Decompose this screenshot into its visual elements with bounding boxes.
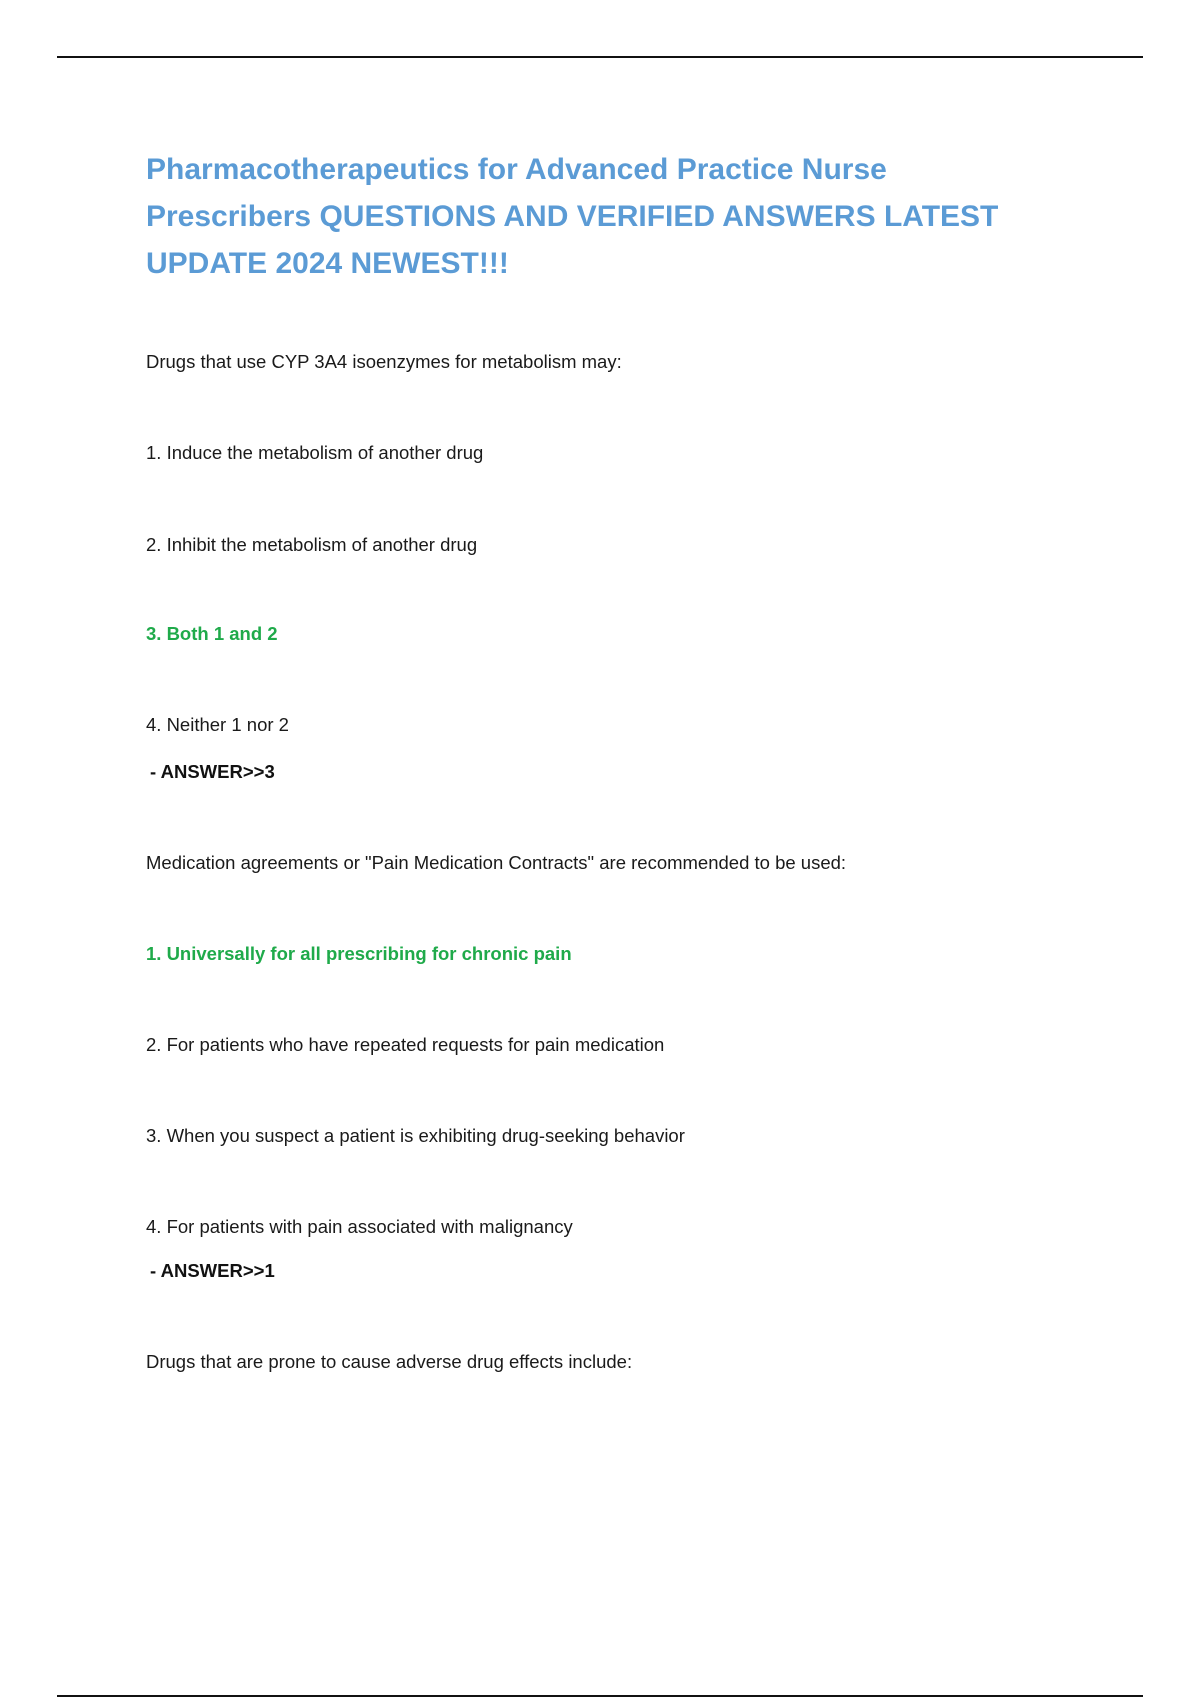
question-1-option-3-correct: 3. Both 1 and 2 <box>146 623 278 644</box>
top-rule <box>57 56 1143 58</box>
question-2-answer: - ANSWER>>1 <box>150 1260 275 1281</box>
question-1-answer: - ANSWER>>3 <box>150 761 275 782</box>
question-1-option-1: 1. Induce the metabolism of another drug <box>146 442 484 463</box>
question-2-option-3: 3. When you suspect a patient is exhibiting drug-seeking behavior <box>146 1125 685 1146</box>
bottom-rule <box>57 1695 1143 1697</box>
question-2-option-2: 2. For patients who have repeated requests for pain medication <box>146 1034 665 1055</box>
question-1-option-4: 4. Neither 1 nor 2 <box>146 714 289 735</box>
document-title: Pharmacotherapeutics for Advanced Practice Nurse Prescribers QUESTIONS AND VERIFIED ANSWERS LATEST UPDATE 2024 NEWEST!!! <box>146 153 999 280</box>
question-1-option-2: 2. Inhibit the metabolism of another drug <box>146 534 478 555</box>
question-2-option-1-correct: 1. Universally for all prescribing for chronic pain <box>146 943 572 964</box>
question-2-option-4: 4. For patients with pain associated with malignancy <box>146 1216 573 1237</box>
question-3-prompt: Drugs that are prone to cause adverse drug effects include: <box>146 1351 633 1372</box>
question-1-prompt: Drugs that use CYP 3A4 isoenzymes for metabolism may: <box>146 351 622 372</box>
question-2-prompt: Medication agreements or "Pain Medication Contracts" are recommended to be used: <box>146 852 847 873</box>
